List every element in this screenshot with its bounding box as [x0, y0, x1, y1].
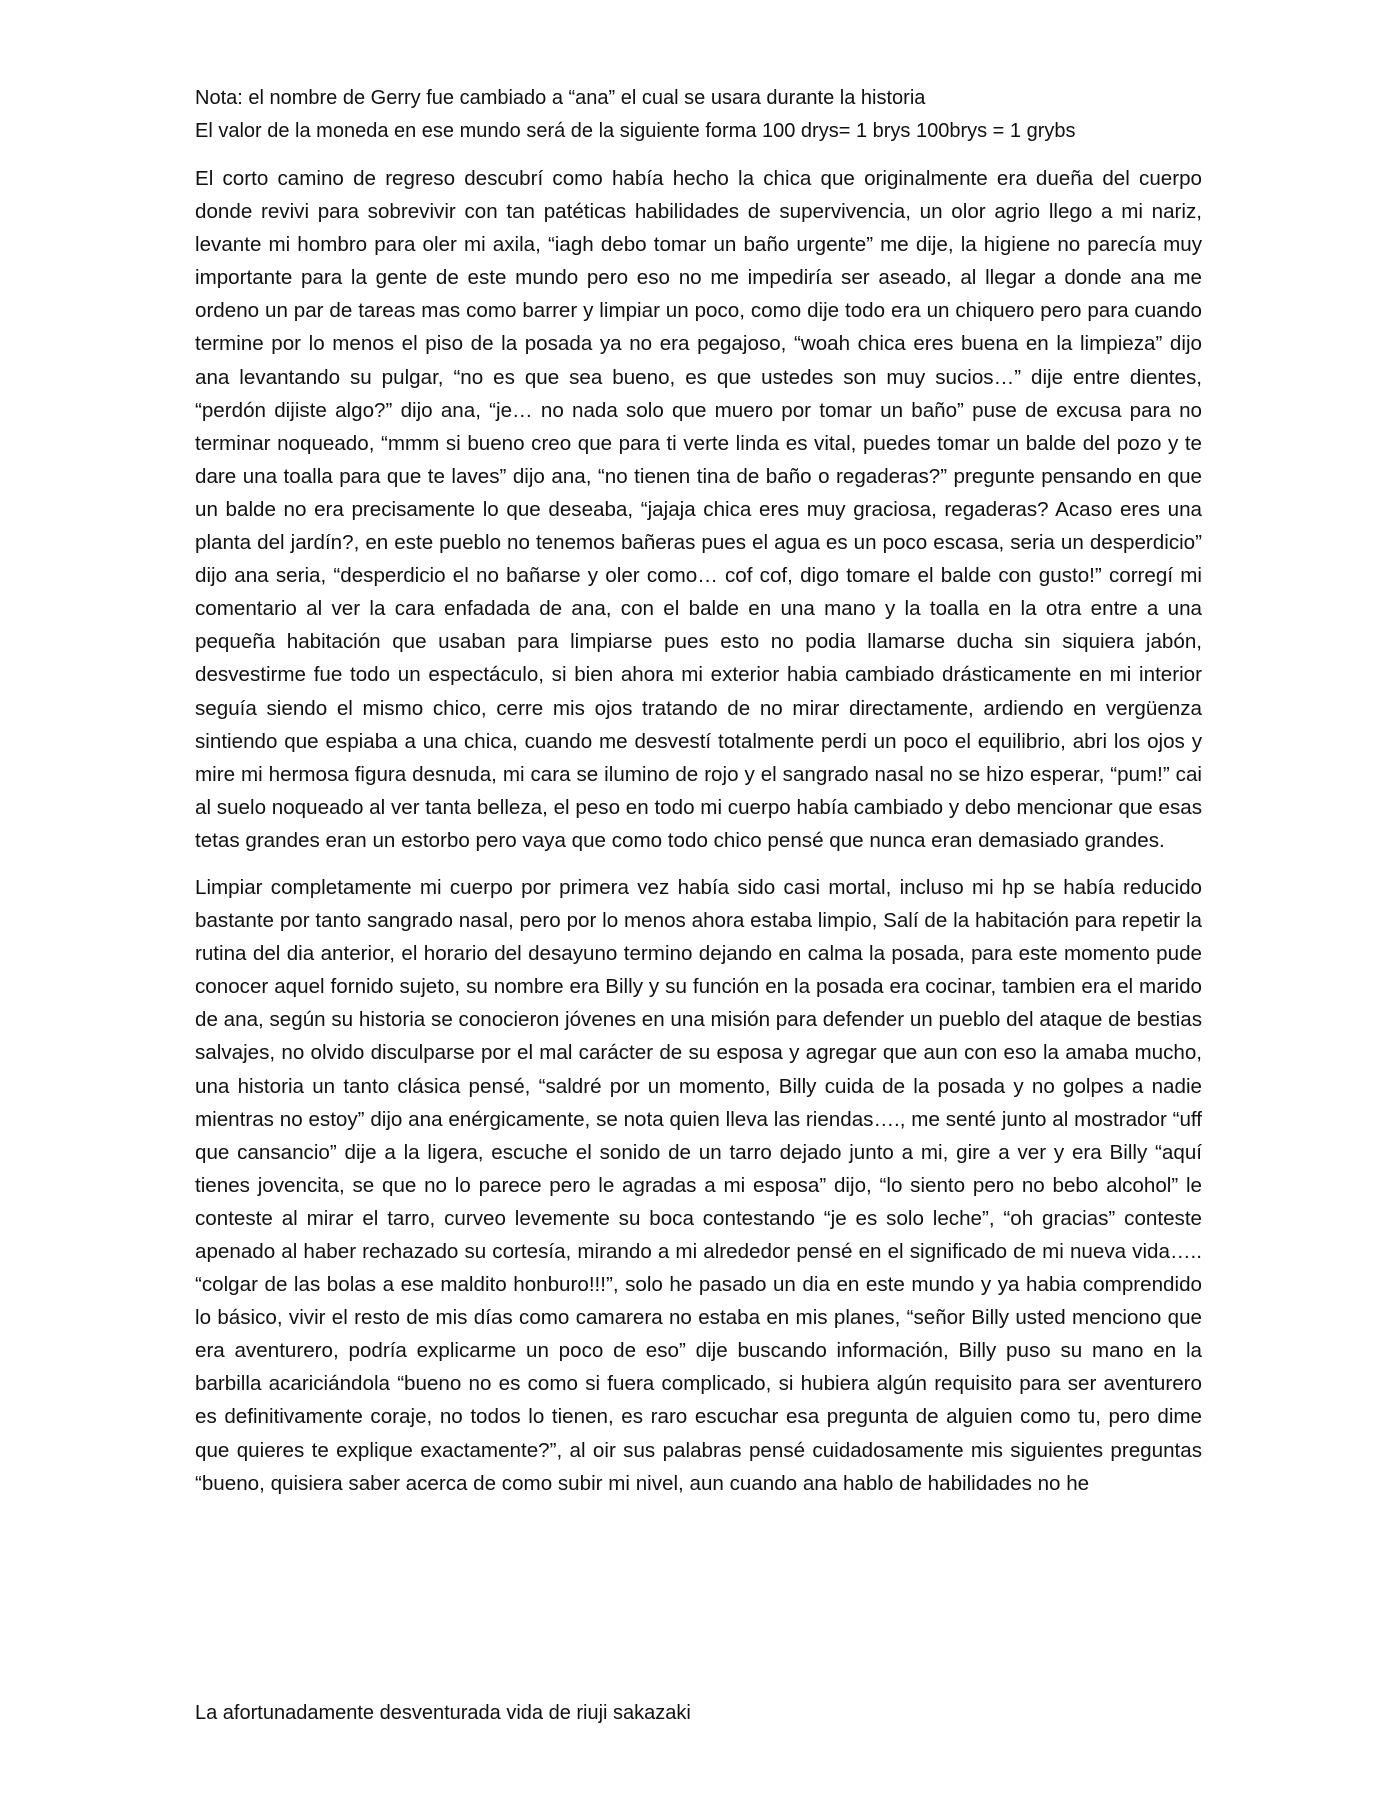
story-paragraph-1: El corto camino de regreso descubrí como había hecho la chica que originalmente era dueña del cuerpo donde revivi para sobrevivir con tan patéticas habilidades de supervivencia, un olor agrio llego a mi nariz, levante mi hombro para oler mi axila, “iagh debo tomar un baño urgente” me dije, la higiene no parecía muy importante para la gente de este mundo pero eso no me impediría ser aseado, al llegar a donde ana me ordeno un par de tareas mas como barrer y limpiar un poco, como dije todo era un chiquero pero para cuando termine por lo menos el piso de la posada ya no era pegajoso, “woah chica eres buena en la limpieza” dijo ana levantando su pulgar, “no es que sea bueno, es que ustedes son muy sucios…” dije entre dientes, “perdón dijiste algo?” dijo ana, “je… no nada solo que muero por tomar un baño” puse de excusa para no terminar noqueado, “mmm si bueno creo que para ti verte linda es vital, puedes tomar un balde del pozo y te dare una toalla para que te laves” dijo ana, “no tienen tina de baño o regaderas?” pregunte pensando en que un balde no era precisamente lo que deseaba, “jajaja chica eres muy graciosa, regaderas? Acaso eres una planta del jardín?, en este pueblo no tenemos bañeras pues el agua es un poco escasa, seria un desperdicio” dijo ana seria, “desperdicio el no bañarse y oler como… cof cof, digo tomare el balde con gusto!” corregí mi comentario al ver la cara enfadada de ana, con el balde en una mano y la toalla en la otra entre a una pequeña habitación que usaban para limpiarse pues esto no podia llamarse ducha sin siquiera jabón, desvestirme fue todo un espectáculo, si bien ahora mi exterior habia cambiado drásticamente en mi interior seguía siendo el mismo chico, cerre mis ojos tratando de no mirar directamente, ardiendo en vergüenza sintiendo que espiaba a una chica, cuando me desvestí totalmente perdi un poco el equilibrio, abri los ojos y mire mi hermosa figura desnuda, mi cara se ilumino de rojo y el sangrado nasal no se hizo esperar, “pum!” cai al suelo noqueado al ver tanta belleza, el peso en todo mi cuerpo había cambiado y debo mencionar que esas tetas grandes eran un estorbo pero vaya que como todo chico pensé que nunca eran demasiado grandes. [195, 167, 1202, 852]
page-footer: La afortunadamente desventurada vida de riuji sakazaki [195, 1702, 691, 1724]
story-paragraph-2: Limpiar completamente mi cuerpo por primera vez había sido casi mortal, incluso mi hp se había reducido bastante por tanto sangrado nasal, pero por lo menos ahora estaba limpio, Salí de la habitación para repetir la rutina del dia anterior, el horario del desayuno termino dejando en calma la posada, para este momento pude conocer aquel fornido sujeto, su nombre era Billy y su función en la posada era cocinar, tambien era el marido de ana, según su historia se conocieron jóvenes en una misión para defender un pueblo del ataque de bestias salvajes, no olvido disculparse por el mal carácter de su esposa y agregar que aun con eso la amaba mucho, una historia un tanto clásica pensé, “saldré por un momento, Billy cuida de la posada y no golpes a nadie mientras no estoy” dijo ana enérgicamente, se nota quien lleva las riendas…., me senté junto al mostrador “uff que cansancio” dije a la ligera, escuche el sonido de un tarro dejado junto a mi, gire a ver y era Billy “aquí tienes jovencita, se que no lo parece pero le agradas a mi esposa” dijo, “lo siento pero no bebo alcohol” le conteste al mirar el tarro, curveo levemente su boca contestando “je es solo leche”, “oh gracias” conteste apenado al haber rechazado su cortesía, mirando a mi alrededor pensé en el significado de mi nueva vida….. “colgar de las bolas a ese maldito honburo!!!”, solo he pasado un dia en este mundo y ya habia comprendido lo básico, vivir el resto de mis días como camarera no estaba en mis planes, “señor Billy usted menciono que era aventurero, podría explicarme un poco de eso” dije buscando información, Billy puso su mano en la barbilla acariciándola “bueno no es como si fuera complicado, si hubiera algún requisito para ser aventurero es definitivamente coraje, no todos lo tienen, es raro escuchar esa pregunta de alguien como tu, pero dime que quieres te explique exactamente?”, al oir sus palabras pensé cuidadosamente mis siguientes preguntas “bueno, quisiera saber acerca de como subir mi nivel, aun cuando ana hablo de habilidades no he [195, 875, 1202, 1495]
translator-notes [195, 82, 1215, 148]
story-body [195, 162, 1202, 1514]
note-currency: El valor de la moneda en ese mundo será de la siguiente forma 100 drys= 1 brys 100brys = 1 grybs [195, 120, 1076, 142]
note-name-change: Nota: el nombre de Gerry fue cambiado a “ana” el cual se usara durante la historia [195, 87, 926, 109]
